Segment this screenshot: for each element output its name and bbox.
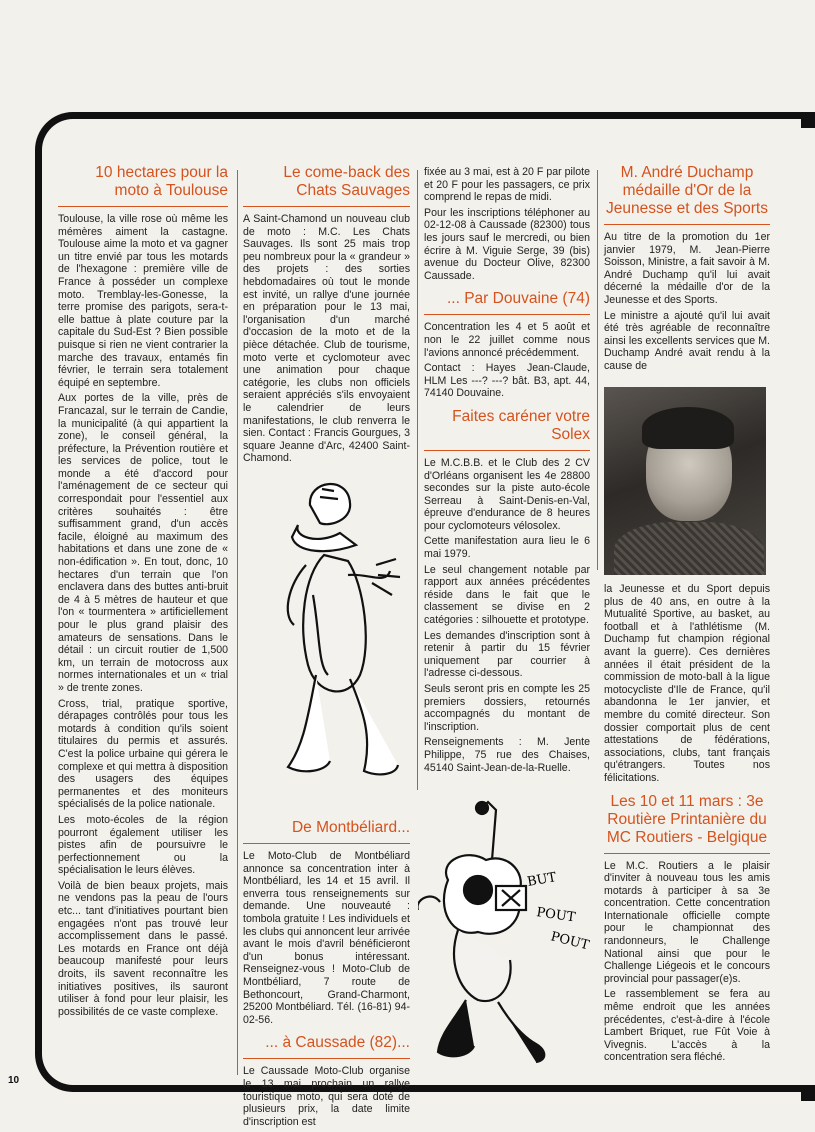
paragraph: Renseignements : M. Jente Philippe, 75 rue des Chaises, 45140 Saint-Jean-de-la-Ruelle. [424, 736, 590, 774]
article-chats-sauvages [243, 162, 410, 468]
paragraph: Toulouse, la ville rose où même les mémères aiment la castagne. Toulouse aime la moto et va gagner un titre envié par tous les motards de l'hexagone : première ville de France à posséder un complexe moto. Tremblay-les-Gonesse, la terre promise des parigots, sera-t-elle battue à plate couture par la capitale du Sud-Est ? Bien possible puisque si rien ne vient contrarier la marche des travaux, entamés fin février, le terrain sera totalement équipé en septembre. [58, 213, 228, 389]
page-number: 10 [8, 1075, 20, 1086]
paragraph: Le Caussade Moto-Club organise le 13 mai prochain un rallye touristique moto, qui sera doté de plusieurs prix, la date limite d'inscription est [243, 1065, 410, 1128]
paragraph: Les demandes d'inscription sont à retenir à partir du 15 février uniquement par courrier à l'adresse ci-dessous. [424, 629, 590, 680]
article-caussade-douvaine-solex [424, 166, 590, 777]
paragraph: Cross, trial, pratique sportive, dérapages contrôlés pour tous les motards à condition qu'ils soient titulaires du permis et assurés. C'est la police urbaine qui gérera le complexe et qui mettra à disposition des usagers des équipes permanentes et des moniteurs spécialisés de la police nationale. [58, 697, 228, 811]
paragraph: Seuls seront pris en compte les 25 premiers dossiers, retournés accompagnés du montant de l'inscription. [424, 683, 590, 733]
paragraph: Aux portes de la ville, près de Francazal, sur le terrain de Candie, la municipalité (à qui appartient la zone), le conseil général, la préfecture, la Prévention routière et les services de police, tout le monde a été d'accord pour l'aménagement de ce secteur qui correspondait pour l'essentiel aux critères souhaités : être suffisamment grand, d'un accès facile, éloigné au maximum des habitations et dans une zone de « non-édification ». En tout, donc, 10 hectares d'un terrain que l'on enclavera dans des buttes anti-bruit de 4 à 5 mètres de hauteur et que l'on « tourmentera » artificiellement pour le plus grand plaisir des amateurs de sensations. Dans le détail : un circuit routier de 1,500 km, un terrain de motocross aux normes internationales et un « trial » de trente zones. [58, 392, 228, 694]
article-title: ... à Caussade (82)... [265, 1034, 410, 1052]
title-rule [243, 843, 410, 844]
article-duchamp-continued [604, 583, 770, 1067]
article-title: M. André Duchamp médaille d'Or de la Jeunesse et des Sports [606, 164, 768, 217]
title-rule [604, 853, 770, 854]
column-divider [417, 170, 418, 790]
paragraph: Le rassemblement se fera au même endroit que les années précédentes, c'est-à-dire à l'école Lambert Briquet, rue Fût Voie à Vivegnis. L'accès à la concentration sera fléché. [604, 988, 770, 1064]
title-rule [243, 1058, 410, 1059]
column-divider [237, 170, 238, 1075]
article-title: Les 10 et 11 mars : 3e Routière Printanière du MC Routiers - Belgique [606, 792, 768, 846]
wildcat-cartoon-illustration [268, 475, 408, 805]
article-title: Faites caréner votre Solex [452, 407, 590, 443]
paragraph: A Saint-Chamond un nouveau club de moto : M.C. Les Chats Sauvages. Ils sont 25 mais trop peu nombreux pour la « grandeur » des projets : des sorties hebdomadaires où tout le monde est invité, un rallye d'une journée en préparation pour le 13 mai, l'organisation d'un marché d'occasion de la moto et de la pièce détachée. Club de tourisme, moto verte et cyclomoteur avec une animation pour chaque catégorie, les clubs non officiels seraient appréciés s'ils envoyaient le calendrier de leurs manifestations, le club renverra le sien. Contact : Francis Gourgues, 3 square Jeanne d'Arc, 42400 Saint-Chamond. [243, 213, 410, 465]
title-rule [58, 206, 228, 207]
cartoon-sound-text: POUT [549, 929, 591, 954]
title-rule [424, 450, 590, 451]
paragraph: Le M.C.B.B. et le Club des 2 CV d'Orléans organisent les 4e 28800 secondes sur la piste auto-école Serreau à Saint-Denis-en-Val, épreuve d'endurance de 8 heures pour cyclomoteurs vélosolex. [424, 456, 590, 532]
paragraph: fixée au 3 mai, est à 20 F par pilote et 20 F pour les passagers, ce prix comprend le repas de midi. [424, 166, 590, 204]
paragraph: Pour les inscriptions téléphoner au 02-12-08 à Caussade (82300) tous les jours sauf le mercredi, ou bien écrire à M. Viguie Serge, 39 (bis) avenue du Docteur Olive, 82300 Caussade. [424, 206, 590, 282]
paragraph: Le ministre a ajouté qu'il lui avait été très agréable de reconnaître ainsi les excellents services que M. Duchamp André avait rendu à la cause de [604, 309, 770, 372]
cartoon-sound-text: BUT [526, 870, 558, 890]
paragraph: la Jeunesse et du Sport depuis plus de 40 ans, en outre à la Mutualité Sportive, au basket, au football et à l'athlétisme (M. Duchamp fut champion régional avant la guerre). Ces dernières années il était président de la commission de moto-ball à la ligue motocycliste d'Ile de France, qu'il abandonna le 1er janvier, et membre du comité directeur. Son dossier comportait plus de cent attestations de fédérations, associations, clubs, tant français qu'étrangers. Toutes nos félicitations. [604, 583, 770, 784]
paragraph: Voilà de bien beaux projets, mais ne vendons pas la peau de l'ours etc... tant d'initiatives pourtant bien engagées n'ont pas trouvé leur accomplissement dans le passé. Les motards en France ont déjà beaucoup manifesté pour leurs droits, ils savent reconnaître les initiatives positives, ils sauront utiliser à fond pour leur plaisir, les possibilités de ce vaste complexe. [58, 879, 228, 1018]
frame-tab-top [801, 112, 815, 128]
portrait-photo [604, 387, 766, 575]
motorcycle-cartoon-illustration [418, 790, 598, 1072]
paragraph: Au titre de la promotion du 1er janvier 1979, M. Jean-Pierre Soisson, Ministre, a fait savoir à M. André Duchamp qu'il lui avait décerné la médaille d'or de la Jeunesse et des Sports. [604, 231, 770, 306]
paragraph: Le M.C. Routiers a le plaisir d'inviter à nouveau tous les amis motards à participer à sa 3e concentration. Cette concentration Internationale officielle compte pour le championnat des randonneurs, le Challenge National ainsi que pour le Challenge Liégeois et le concours provincial pour passager(e)s. [604, 859, 770, 985]
paragraph: Concentration les 4 et 5 août et non le 22 juillet comme nous l'avions annoncé précédemment. [424, 321, 590, 359]
article-title: De Montbéliard... [291, 819, 410, 836]
title-rule [604, 224, 770, 225]
title-rule [243, 206, 410, 207]
title-rule [424, 314, 590, 315]
cartoon-sound-text: POUT [535, 905, 577, 926]
paragraph: Les moto-écoles de la région pourront également utiliser les pistes afin de poursuivre le perfectionnement ou la spécialisation le leurs élèves. [58, 813, 228, 877]
paragraph: Contact : Hayes Jean-Claude, HLM Les ---? ---? bât. B3, apt. 44, 74140 Douvaine. [424, 362, 590, 400]
paragraph: Le seul changement notable par rapport aux années précédentes réside dans le fait que le classement se divise en 2 catégories : silhouette et prototype. [424, 563, 590, 627]
article-title: ... Par Douvaine (74) [446, 290, 590, 308]
article-toulouse [58, 162, 228, 1021]
article-title: Le come-back des Chats Sauvages [283, 164, 410, 199]
paragraph: Cette manifestation aura lieu le 6 mai 1979. [424, 535, 590, 561]
paragraph: Le Moto-Club de Montbéliard annonce sa concentration inter à Montbéliard, les 14 et 15 avril. Il enverra tous renseignements sur demande. Une nouveauté : tombola gratuite ! Les individuels et les clubs qui annoncent leur arrivée avant le mois d'avril bénéficieront d'un bonus intéressant. Renseignez-vous ! Moto-Club de Montbéliard, 7 route de Bethoncourt, Grand-Charmont, 25200 Montbéliard. Tél. (16-81) 94-02-56. [243, 850, 410, 1026]
frame-tab-bottom [801, 1085, 815, 1101]
column-divider [597, 170, 598, 570]
article-montbeliard [243, 817, 410, 1131]
article-duchamp [604, 162, 770, 376]
article-title: 10 hectares pour la moto à Toulouse [95, 164, 228, 199]
